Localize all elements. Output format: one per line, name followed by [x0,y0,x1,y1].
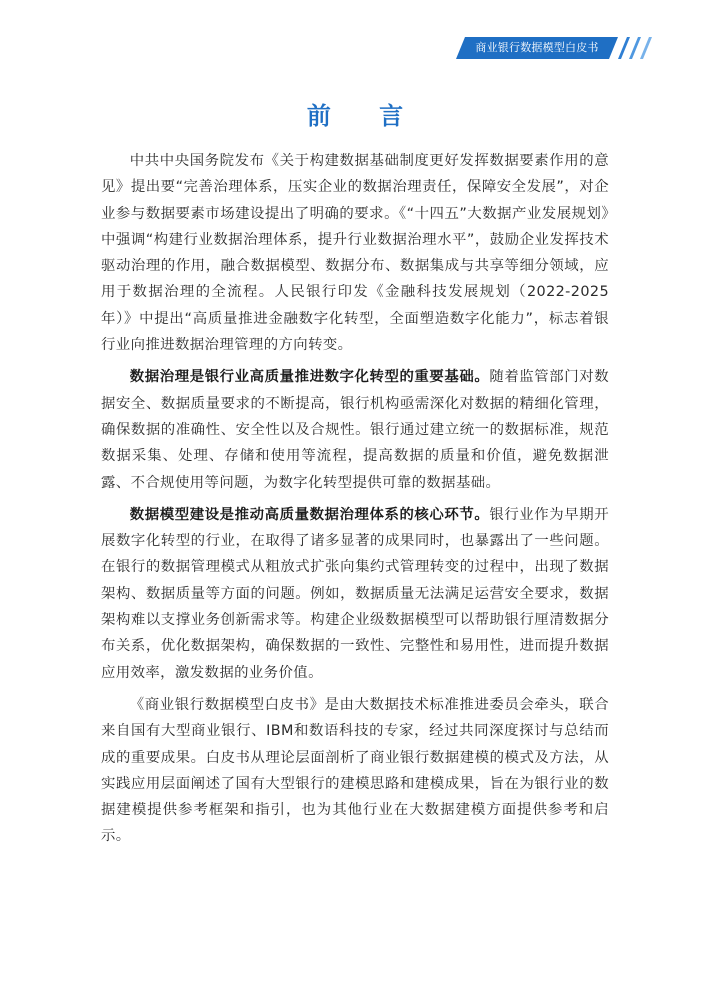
paragraph-text: 银行业作为早期开展数字化转型的行业，在取得了诸多显著的成果同时，也暴露出了一些问题。在银行的数据管理模式从粗放式扩张向集约式管理转变的过程中，出现了数据架构、数据质量等方面的问题。例如，数据质量无法满足运营安全要求，数据架构难以支撑业务创新需求等。构建企业级数据模型可以帮助银行厘清数据分布关系，优化数据架构，确保数据的一致性、完整性和易用性，进而提升数据应用效率，激发数据的业务价值。 [101,506,609,681]
header-banner [456,37,656,59]
banner-title: 商业银行数据模型白皮书 [475,41,599,54]
paragraph-text: 随着监管部门对数据安全、数据质量要求的不断提高，银行机构亟需深化对数据的精细化管理，确保数据的准确性、安全性以及合规性。银行通过建立统一的数据标准，规范数据采集、处理、存储和使用等流程，提高数据的质量和价值，避免数据泄露、不合规使用等问题，为数字化转型提供可靠的数据基础。 [101,369,609,491]
banner-stripe [629,37,641,59]
paragraph-text: 《商业银行数据模型白皮书》是由大数据技术标准推进委员会牵头，联合来自国有大型商业银行、IBM和数语科技的专家，经过共同深度探讨与总结而成的重要成果。白皮书从理论层面剖析了商业银行数据建模的模式及方法，从实践应用层面阐述了国有大型银行的建模思路和建模成果，旨在为银行业的数据建模提供参考框架和指引，也为其他行业在大数据建模方面提供参考和启示。 [101,696,609,845]
paragraph-text: 中共中央国务院发布《关于构建数据基础制度更好发挥数据要素作用的意见》提出要“完善治理体系，压实企业的数据治理责任，保障安全发展”，对企业参与数据要素市场建设提出了明确的要求。《“十四五”大数据产业发展规划》中强调“构建行业数据治理体系，提升行业数据治理水平”，鼓励企业发挥技术驱动治理的作用，融合数据模型、数据分布、数据集成与共享等细分领域，应用于数据治理的全流程。人民银行印发《金融科技发展规划（2022-2025年）》中提出“高质量推进金融数字化转型，全面塑造数字化能力”，标志着银行业向推进数据治理管理的方向转变。 [101,153,609,354]
banner-stripe [640,37,652,59]
paragraph-lead: 数据治理是银行业高质量推进数字化转型的重要基础。 [129,369,490,386]
banner-stripe [618,37,630,59]
page-title: 前 言 [306,102,424,130]
preface-body [101,148,609,856]
paragraph [101,364,609,495]
paragraph [101,692,609,850]
paragraph [101,502,609,686]
paragraph [101,148,609,358]
paragraph-lead: 数据模型建设是推动高质量数据治理体系的核心环节。 [129,506,490,523]
